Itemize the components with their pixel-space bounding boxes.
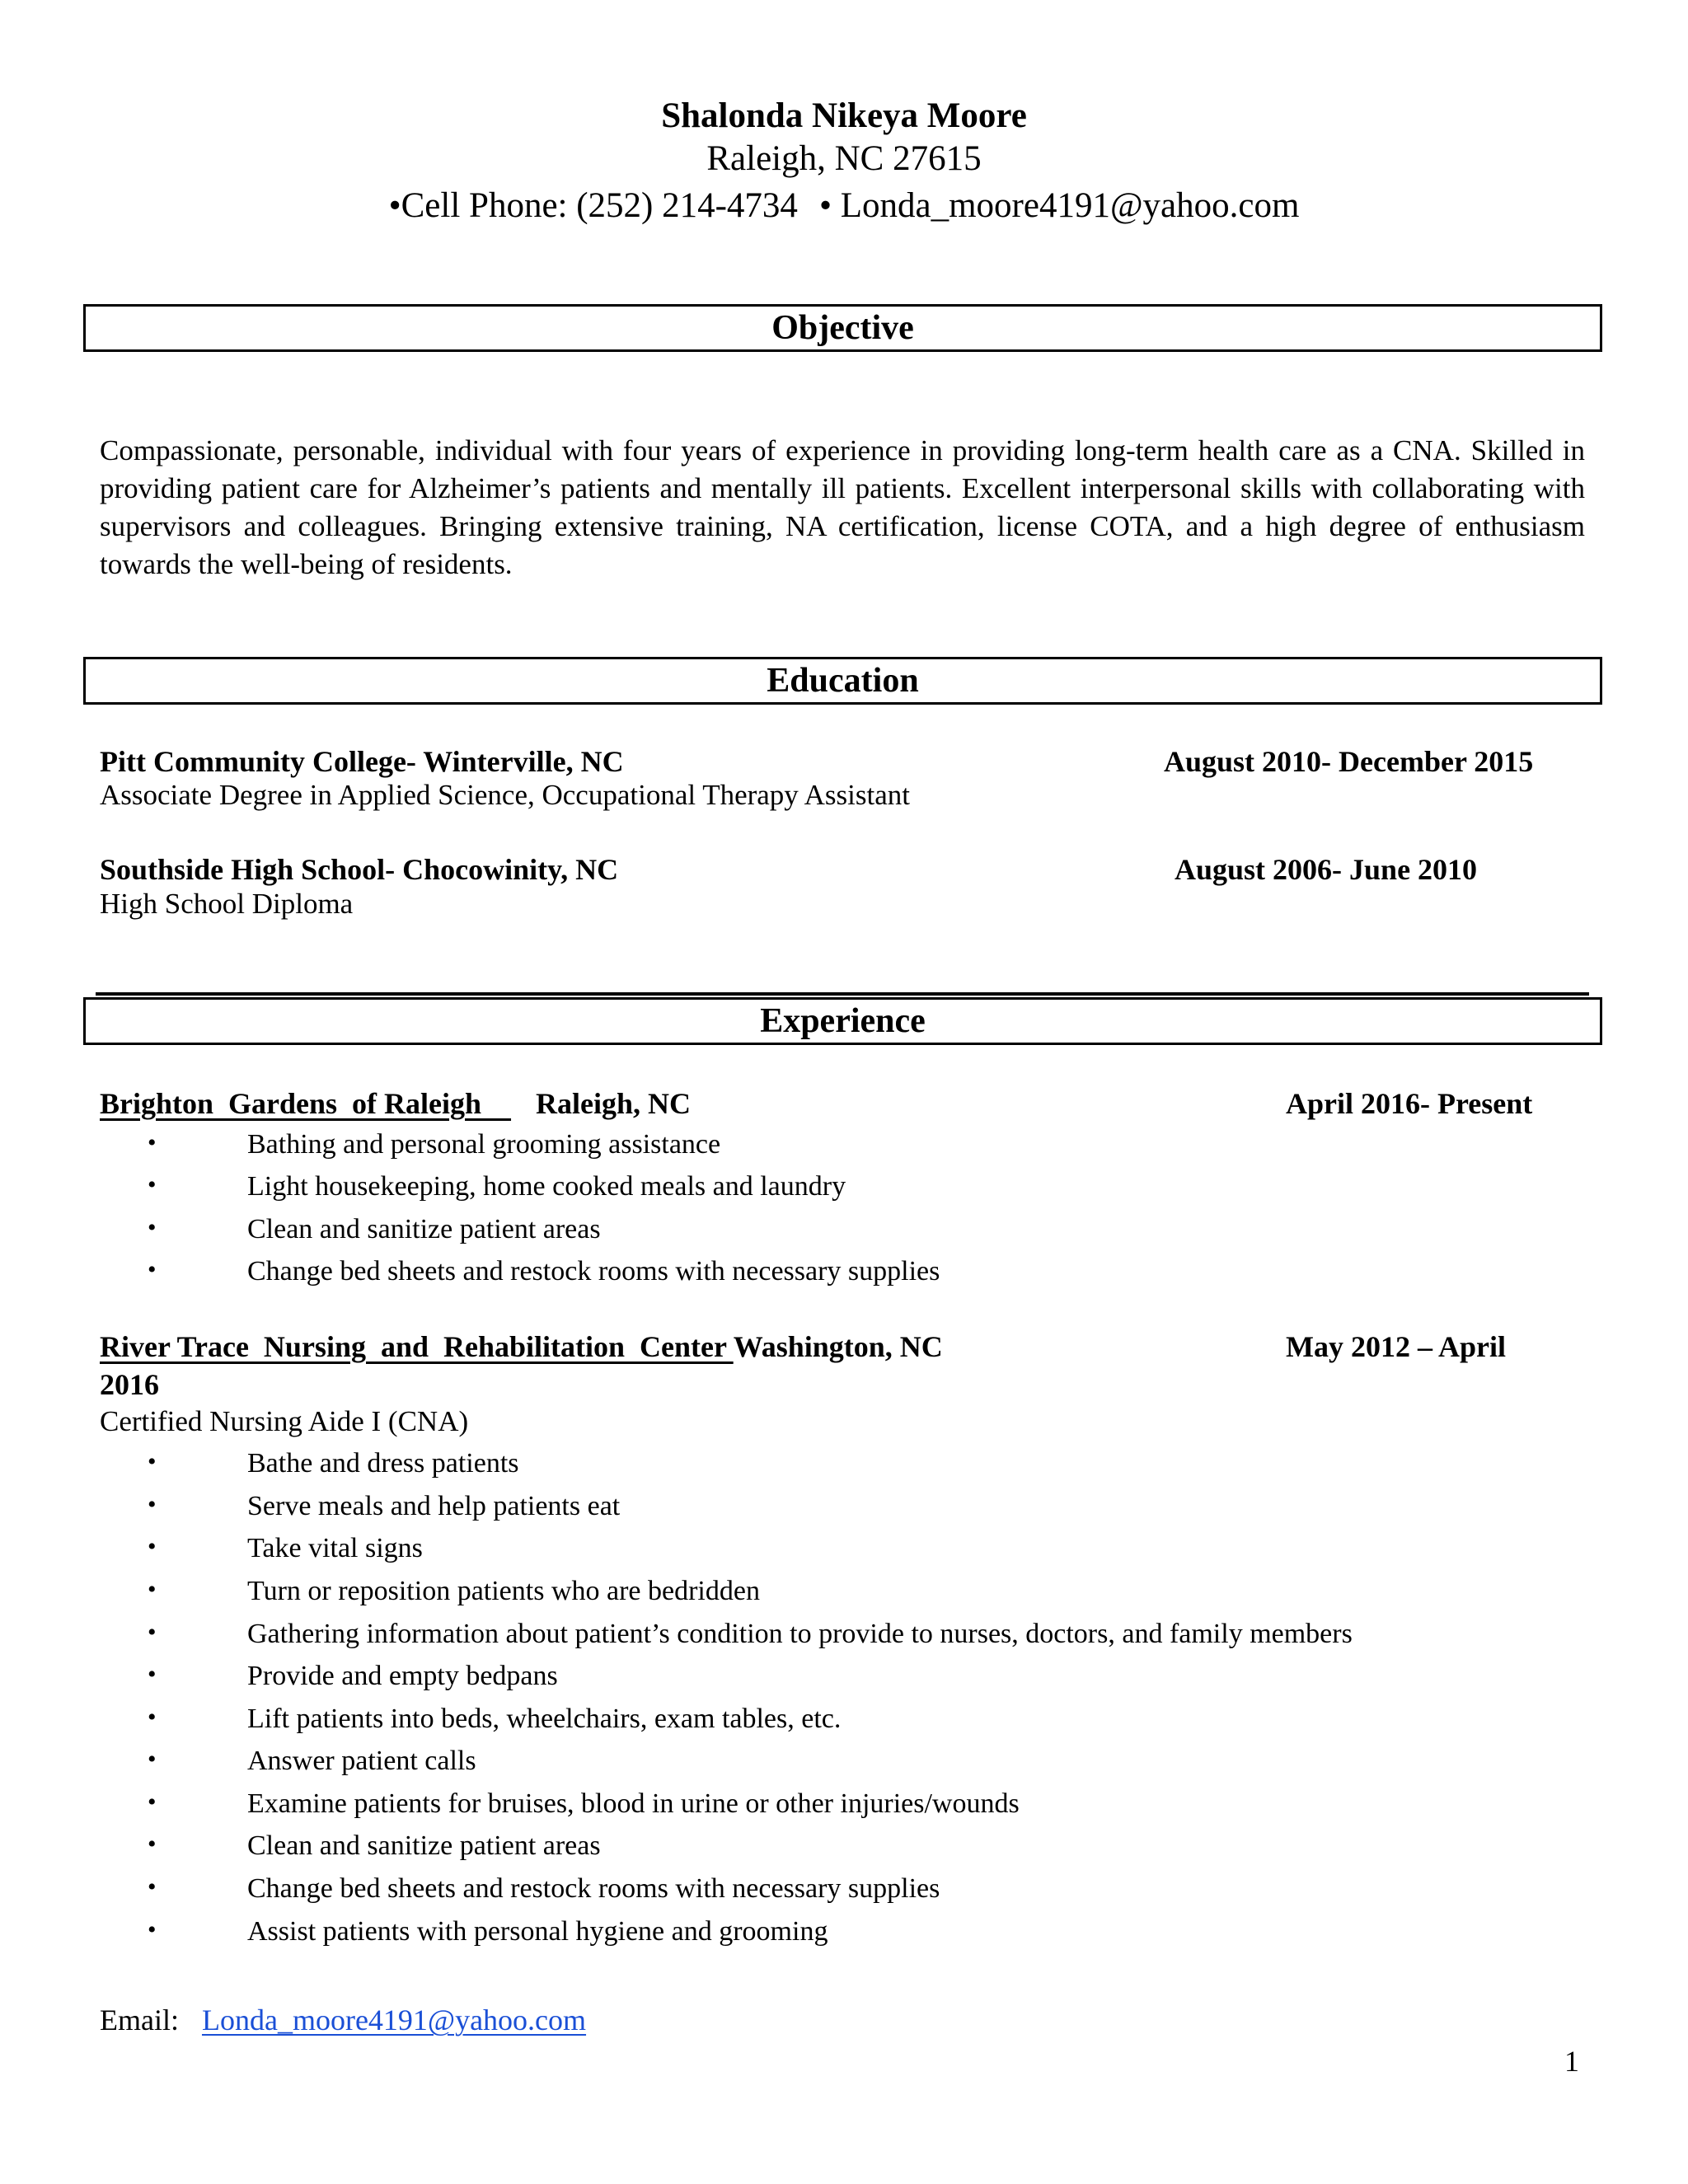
email-link[interactable]: Londa_moore4191@yahoo.com (201, 2004, 587, 2036)
bullet-icon: • (148, 1214, 157, 1241)
job-header (100, 1329, 943, 1364)
bullet-icon: • (148, 1129, 157, 1156)
bullet-icon: • (148, 1448, 157, 1475)
job-dates: April 2016- Present (1286, 1087, 1533, 1120)
education-school: Southside High School- Chocowinity, NC (100, 853, 619, 886)
bullet-icon: • (148, 1533, 157, 1560)
experience-heading: Experience (83, 997, 1602, 1045)
job-employer: River Trace Nursing and Rehabilitation Center (100, 1330, 734, 1363)
bullet-icon: • (148, 1788, 157, 1816)
education-detail: High School Diploma (100, 888, 354, 920)
candidate-name: Shalonda Nikeya Moore (661, 96, 1027, 135)
contact-line (0, 185, 1688, 226)
bullet-icon: • (148, 1171, 157, 1198)
bullet-icon: • (148, 1576, 157, 1603)
phone-text: •Cell Phone: (252) 214-4734 (388, 186, 798, 225)
header-email-text: • Londa_moore4191@yahoo.com (818, 186, 1300, 225)
job-location: Raleigh, NC (536, 1087, 692, 1120)
bullet-icon: • (148, 1830, 157, 1858)
education-dates: August 2010- December 2015 (1164, 745, 1534, 778)
objective-paragraph: Compassionate, personable, individual with four years of experience in providing long-term health care as a CNA. Skilled in providing patient care for Alzheimer’s patients and mentally ill patients. Excellent interpersonal skills with collaborating with supervisors and colleagues. Bringing extensive training, NA certification, license COTA, and a high degree of enthusiasm towards the well-being of residents. (100, 434, 1585, 580)
job-dates-continued: 2016 (100, 1368, 159, 1401)
bullet-icon: • (148, 1746, 157, 1773)
job-employer: Brighton Gardens of Raleigh (100, 1087, 512, 1120)
education-detail: Associate Degree in Applied Science, Occupational Therapy Assistant (100, 779, 910, 811)
education-school: Pitt Community College- Winterville, NC (100, 745, 624, 778)
bullet-icon: • (148, 1916, 157, 1943)
objective-heading: Objective (83, 304, 1602, 352)
job-title: Certified Nursing Aide I (CNA) (100, 1405, 469, 1437)
divider-rule (96, 992, 1589, 996)
job-header (100, 1086, 691, 1121)
bullet-icon: • (148, 1661, 157, 1688)
candidate-address: Raleigh, NC 27615 (706, 139, 982, 178)
footer-email (100, 2003, 586, 2037)
job-location: Washington, NC (733, 1330, 943, 1363)
education-heading: Education (83, 657, 1602, 705)
bullet-icon: • (148, 1491, 157, 1518)
page-number: 1 (1564, 2045, 1579, 2078)
bullet-icon: • (148, 1619, 157, 1646)
education-dates: August 2006- June 2010 (1175, 853, 1478, 886)
bullet-icon: • (148, 1873, 157, 1900)
bullet-icon: • (148, 1256, 157, 1283)
job-dates: May 2012 – April (1286, 1330, 1506, 1363)
bullet-icon: • (148, 1704, 157, 1731)
footer-email-label: Email: (100, 2004, 179, 2036)
